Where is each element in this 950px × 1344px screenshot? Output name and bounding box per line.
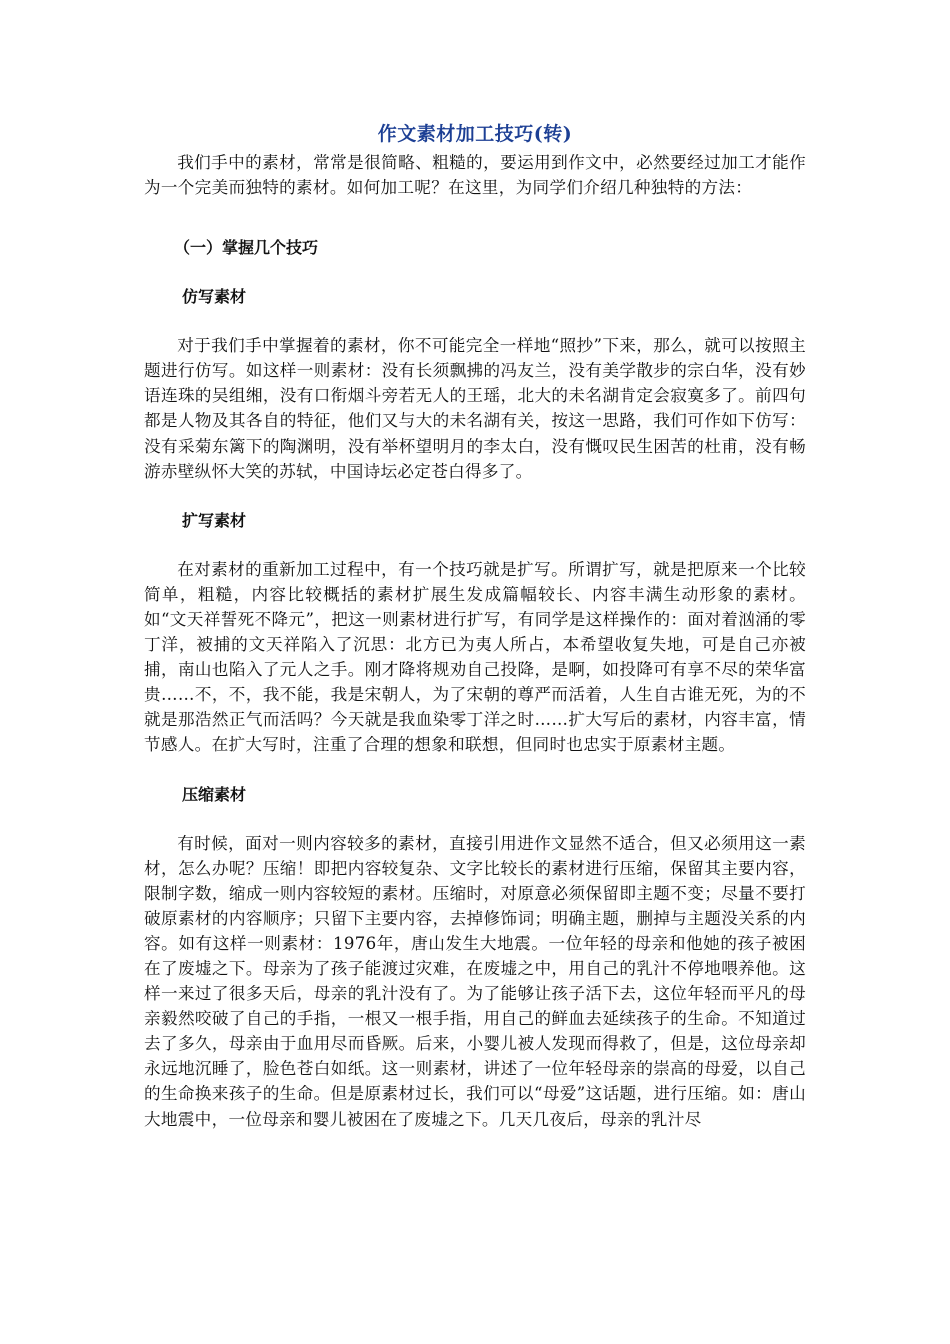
intro-paragraph: 我们手中的素材，常常是很简略、粗糙的，要运用到作文中，必然要经过加工才能作为一个完美而独特的素材。如何加工呢？在这里，为同学们介绍几种独特的方法：	[144, 153, 806, 198]
document-title: 作文素材加工技巧(转)	[377, 123, 573, 145]
subheading-imitate: 仿写素材	[182, 287, 247, 307]
compress-paragraph: 有时候，面对一则内容较多的素材，直接引用进作文显然不适合，但又必须用这一素材，怎么办呢？压缩！即把内容较复杂、文字比较长的素材进行压缩，保留其主要内容，限制字数，缩成一则内容较短的素材。压缩时，对原意必须保留即主题不变；尽量不要打破原素材的内容顺序；只留下主要内容，去掉修饰词；明确主题，删掉与主题没关系的内容。如有这样一则素材：1976年，唐山发生大地震。一位年轻的母亲和他她的孩子被困在了废墟之下。母亲为了孩子能渡过灾难，在废墟之中，用自己的乳汁不停地喂养他。这样一来过了很多天后，母亲的乳汁没有了。为了能够让孩子活下去，这位年轻而平凡的母亲毅然咬破了自己的手指，一根又一根手指，用自己的鲜血去延续孩子的生命。不知道过去了多久，母亲由于血用尽而昏厥。后来，小婴儿被人发现而得救了，但是，这位母亲却永远地沉睡了，脸色苍白如纸。这一则素材，讲述了一位年轻母亲的崇高的母爱，以自己的生命换来孩子的生命。但是原素材过长，我们可以“母爱”这话题，进行压缩。如：唐山大地震中，一位母亲和婴儿被困在了废墟之下。几天几夜后，母亲的乳汁尽	[144, 833, 806, 1129]
paragraph-spacer	[144, 758, 806, 782]
subheading-expand: 扩写素材	[182, 510, 247, 530]
section-heading-techniques: （一）掌握几个技巧	[174, 238, 319, 258]
imitate-paragraph: 对于我们手中掌握着的素材，你不可能完全一样地“照抄”下来，那么，就可以按照主题进行仿写。如这样一则素材：没有长须飘拂的冯友兰，没有美学散步的宗白华，没有妙语连珠的吴组缃，没有口衔烟斗旁若无人的王瑶，北大的未名湖肯定会寂寞多了。前四句都是人物及其各自的特征，他们又与大的未名湖有关，按这一思路，我们可作如下仿写：没有采菊东篱下的陶渊明，没有举杯望明月的李太白，没有慨叹民生困苦的杜甫，没有畅游赤壁纵怀大笑的苏轼，中国诗坛必定苍白得多了。	[144, 336, 806, 481]
document-page	[144, 118, 806, 1132]
subheading-compress: 压缩素材	[182, 784, 247, 804]
expand-paragraph: 在对素材的重新加工过程中，有一个技巧就是扩写。所谓扩写，就是把原来一个比较简单，粗糙，内容比较概括的素材扩展生发成篇幅较长、内容丰满生动形象的素材。如“文天祥誓死不降元”，把这一则素材进行扩写，有同学是这样操作的：面对着汹涌的零丁洋，被捕的文天祥陷入了沉思：北方已为夷人所占，本希望收复失地，可是自己亦被捕，南山也陷入了元人之手。刚才降将规劝自己投降，是啊，如投降可有享不尽的荣华富贵……不，不，我不能，我是宋朝人，为了宋朝的尊严而活着，人生自古谁无死，为的不就是那浩然正气而活吗？今天就是我血染零丁洋之时……扩大写后的素材，内容丰富，情节感人。在扩大写时，注重了合理的想象和联想，但同时也忠实于原素材主题。	[144, 559, 806, 755]
paragraph-spacer	[144, 484, 806, 508]
